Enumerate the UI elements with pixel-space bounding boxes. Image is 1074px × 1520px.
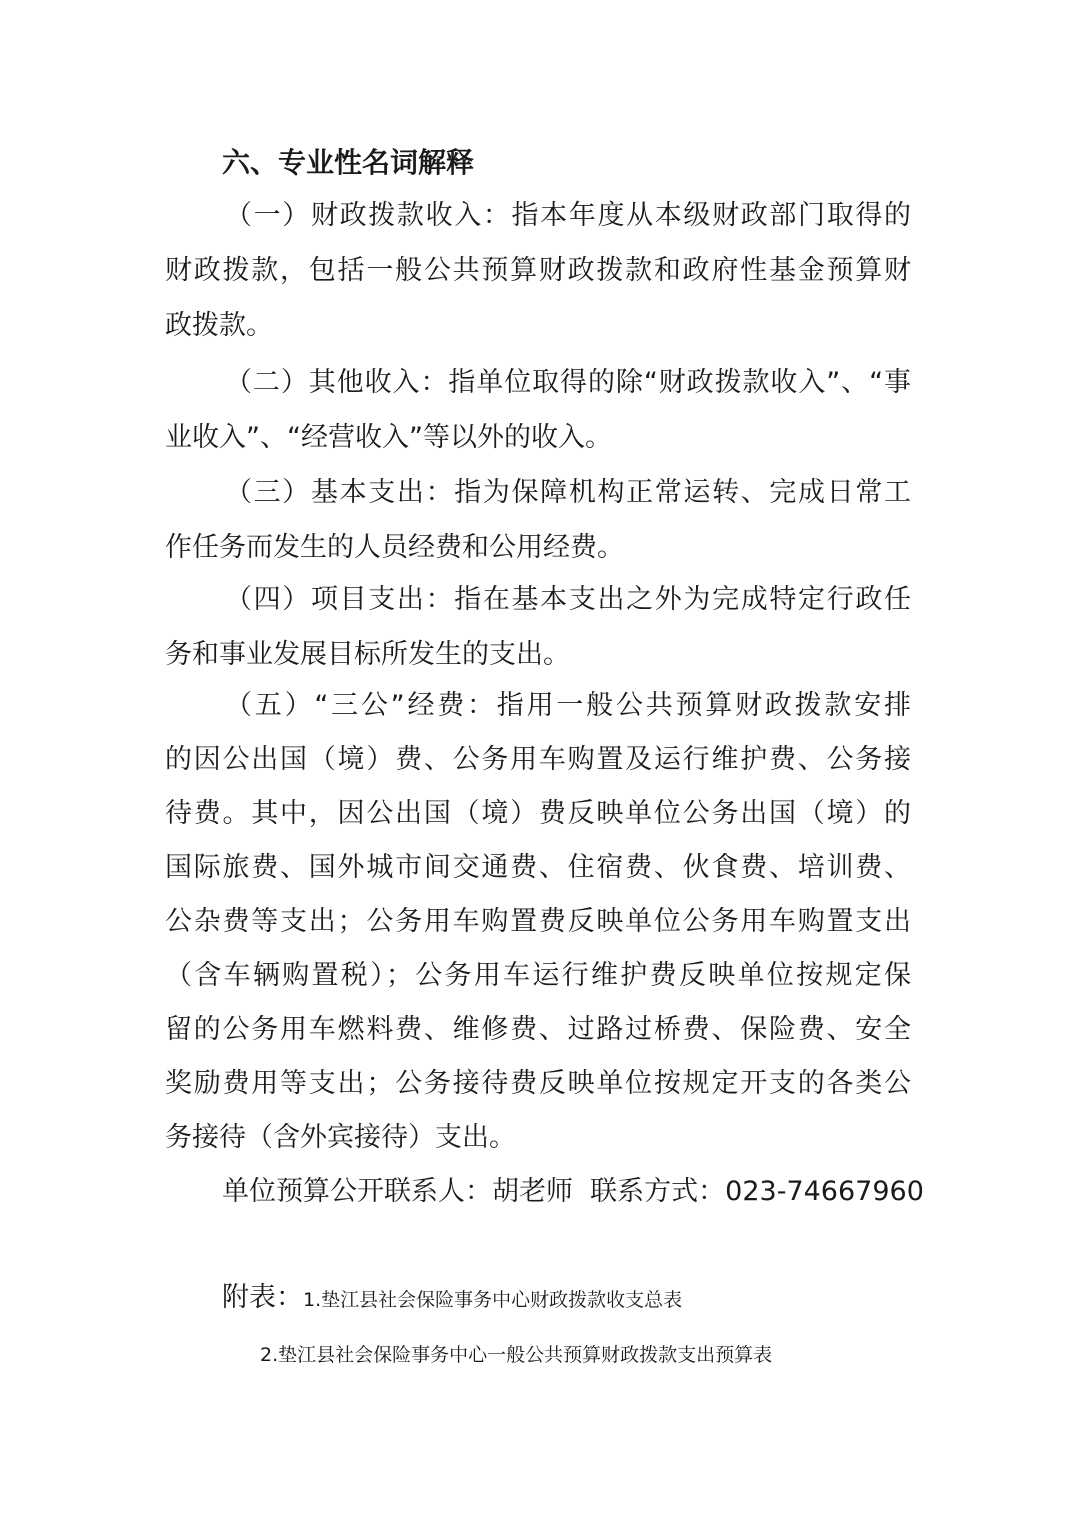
- definition-1-line-1: （一）财政拨款收入：指本年度从本级财政部门取得的: [225, 200, 911, 231]
- definition-5-line-4: 国际旅费、国外城市间交通费、住宿费、伙食费、培训费、: [165, 852, 911, 883]
- definition-3-line-2: 作任务而发生的人员经费和公用经费。: [165, 532, 624, 563]
- contact-info: 单位预算公开联系人：胡老师 联系方式：023-74667960: [222, 1176, 924, 1207]
- section-heading: 六、专业性名词解释: [222, 146, 475, 179]
- definition-1-line-3: 政拨款。: [165, 310, 273, 341]
- definition-5-line-6: （含车辆购置税）；公务用车运行维护费反映单位按规定保: [165, 960, 911, 991]
- definition-5-line-8: 奖励费用等支出；公务接待费反映单位按规定开支的各类公: [165, 1068, 911, 1099]
- definition-2-line-1: （二）其他收入：指单位取得的除“财政拨款收入”、“事: [225, 367, 911, 398]
- definition-2-line-2: 业收入”、“经营收入”等以外的收入。: [165, 422, 612, 453]
- attachment-item-1: 1.垫江县社会保险事务中心财政拨款收支总表: [303, 1289, 683, 1311]
- definition-4-line-1: （四）项目支出：指在基本支出之外为完成特定行政任: [225, 584, 911, 615]
- definition-5-line-5: 公杂费等支出；公务用车购置费反映单位公务用车购置支出: [165, 906, 911, 937]
- definition-5-line-9: 务接待（含外宾接待）支出。: [165, 1122, 516, 1153]
- definition-3-line-1: （三）基本支出：指为保障机构正常运转、完成日常工: [225, 477, 911, 508]
- definition-5-line-7: 留的公务用车燃料费、维修费、过路过桥费、保险费、安全: [165, 1014, 911, 1045]
- definition-5-line-3: 待费。其中，因公出国（境）费反映单位公务出国（境）的: [165, 798, 911, 829]
- definition-4-line-2: 务和事业发展目标所发生的支出。: [165, 639, 570, 670]
- definition-1-line-2: 财政拨款，包括一般公共预算财政拨款和政府性基金预算财: [165, 255, 911, 286]
- attachments-label: 附表：: [222, 1282, 303, 1313]
- attachment-item-2: 2.垫江县社会保险事务中心一般公共预算财政拨款支出预算表: [260, 1344, 773, 1366]
- definition-5-line-2: 的因公出国（境）费、公务用车购置及运行维护费、公务接: [165, 744, 911, 775]
- attachments-block: [222, 1280, 682, 1316]
- definition-5-line-1: （五）“三公”经费：指用一般公共预算财政拨款安排: [225, 690, 911, 721]
